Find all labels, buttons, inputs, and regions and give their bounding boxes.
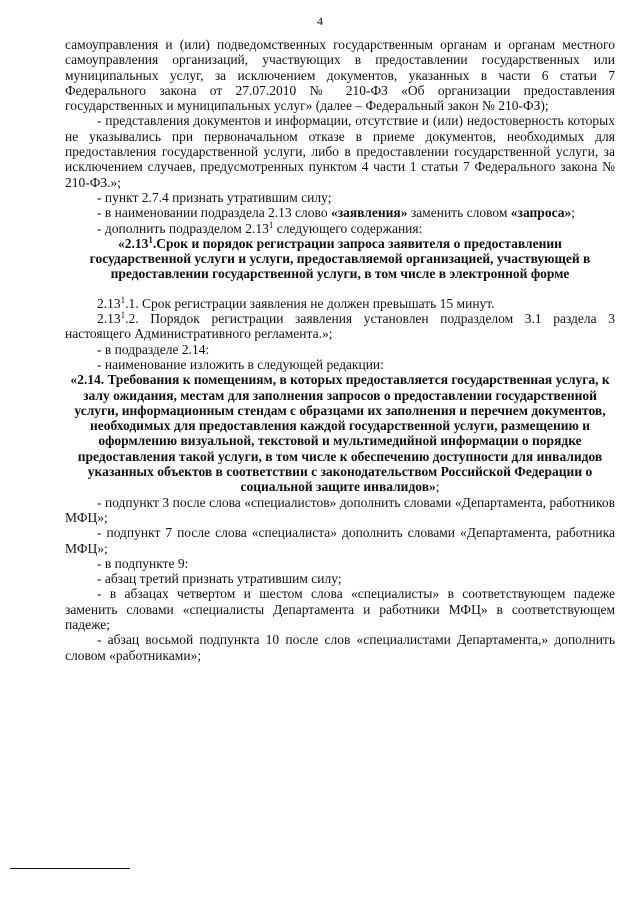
page-number: 4 bbox=[317, 14, 323, 28]
paragraph-2-14-title-change: - наименование изложить в следующей редакции: bbox=[97, 356, 384, 372]
paragraph-abzac-4-6: - в абзацах четвертом и шестом слова «специалисты» в соответствующем падеже заменить словами «специалисты Департамента и работники МФЦ» в соответствующем падеже; bbox=[65, 586, 615, 632]
paragraph-add-subsection: - дополнить подразделом 2.13$^1$ следующего содержания: bbox=[97, 219, 423, 236]
paragraph-subitem-9: - в подпункте 9: bbox=[97, 555, 189, 571]
paragraph-2-13-1-2: 2.13$^1$.2. Порядок регистрации заявления установлен подразделом 3.1 раздела 3 настоящего Административного регламента.»; bbox=[65, 310, 615, 342]
paragraph-2-13-1-1: 2.13$^1$.1. Срок регистрации заявления не должен превышать 15 минут. bbox=[97, 294, 495, 311]
paragraph-subitem-10: - абзац восьмой подпункта 10 после слов «специалистами Департамента,» дополнить словом «работниками»; bbox=[65, 632, 615, 663]
paragraph-abzac-3: - абзац третий признать утратившим силу; bbox=[97, 571, 342, 587]
paragraph-2-7-4: - пункт 2.7.4 признать утратившим силу; bbox=[97, 189, 332, 205]
paragraph-2-13-rename: - в наименовании подраздела 2.13 слово «заявления» заменить словом «запроса»; bbox=[97, 205, 575, 221]
document-body bbox=[65, 37, 615, 663]
paragraph-documents-item: - представления документов и информации, отсутствие и (или) недостоверность которых не указывались при первоначальном отказе в приеме документов, необходимых для предоставления государственной услуги, либо в предоставлении государственной услуги, за исключением случаев, предусмотренных пунктом 4 части 1 статьи 7 Федерального закона № 210-ФЗ.»; bbox=[65, 113, 615, 190]
paragraph-subitem-3: - подпункт 3 после слова «специалистов» дополнить словами «Департамента, работников МФЦ»; bbox=[65, 494, 615, 525]
blank-line bbox=[65, 282, 615, 296]
paragraph-subitem-7: - подпункт 7 после слова «специалиста» дополнить словами «Департамента, работника МФЦ»; bbox=[65, 525, 615, 556]
section-heading-2-13-1: «2.13$^1$.Срок и порядок регистрации запроса заявителя о предоставлении государственной услуги и услуги, предоставляемой организацией, участвующей в предоставлении государственной услуги, в том числе в электронной форме bbox=[89, 234, 591, 282]
paragraph-continuation: самоуправления и (или) подведомственных государственным органам и органам местного самоуправления организаций, участвующих в предоставлении государственных или муниципальных услуг, за исключением документов, указанных в части 6 статьи 7 Федерального закона от 27.07.2010 № 210-ФЗ «Об организации предоставления государственных и муниципальных услуг» (далее – Федеральный закон № 210-ФЗ); bbox=[65, 37, 615, 114]
section-heading-2-14: «2.14. Требования к помещениям, в которых предоставляется государственная услуга, к залу ожидания, местам для заполнения запросов о предоставлении государственной услуги, информационным стендам с образцами их заполнения и перечнем документов, необходимых для предоставления каждой государственной услуги, размещению и оформлению визуальной, текстовой и мультимедийной информации о порядке предоставления такой услуги, в том числе к обеспечению доступности для инвалидов указанных объектов в соответствии с законодательством Российской Федерации о социальной защите инвалидов»; bbox=[70, 372, 610, 495]
footnote-rule bbox=[10, 868, 130, 869]
paragraph-2-14-intro: - в подразделе 2.14: bbox=[97, 341, 210, 357]
